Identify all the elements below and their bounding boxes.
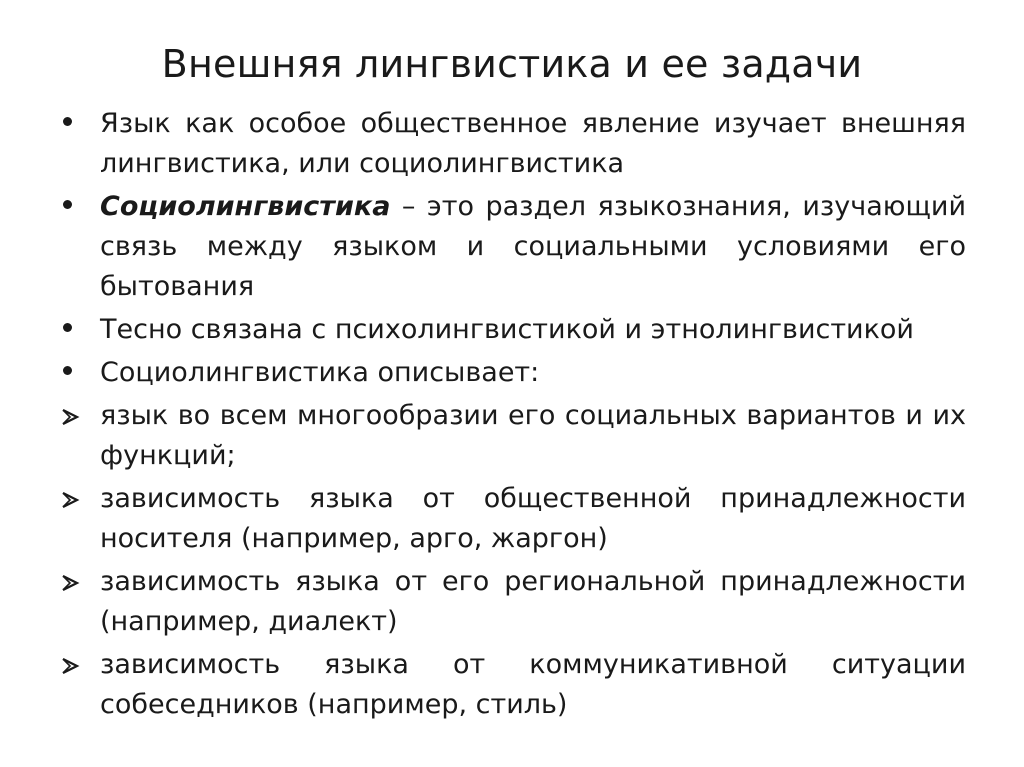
list-item <box>60 396 966 476</box>
list-item <box>60 104 966 184</box>
list-item-text: язык во всем многообразии его социальных вариантов и их функций; <box>100 400 966 471</box>
list-item-text: Язык как особое общественное явление изучает внешняя лингвистика, или социолингвистика <box>100 108 966 179</box>
slide-title: Внешняя лингвистика и ее задачи <box>161 42 863 86</box>
arrow-bullet-icon <box>60 396 94 436</box>
list-item-text: зависимость языка от общественной принадлежности носителя (например, арго, жаргон) <box>100 483 966 554</box>
bullet-list <box>60 104 966 728</box>
list-item <box>60 310 966 350</box>
list-item-text: – это раздел языкознания, изучающий связь между языком и социальными условиями его бытования <box>100 191 966 302</box>
term-sociolinguistics: Социолингвистика <box>100 191 391 222</box>
list-item <box>60 562 966 642</box>
list-item <box>60 479 966 559</box>
bullet-icon <box>60 353 94 393</box>
bullet-icon <box>60 310 94 350</box>
list-item <box>60 187 966 307</box>
list-item-text: зависимость языка от коммуникативной ситуации собеседников (например, стиль) <box>100 649 966 720</box>
arrow-bullet-icon <box>60 562 94 602</box>
list-item <box>60 645 966 725</box>
list-item-text: Социолингвистика описывает: <box>100 357 540 388</box>
list-item <box>60 353 966 393</box>
arrow-bullet-icon <box>60 479 94 519</box>
bullet-icon <box>60 104 94 144</box>
list-item-text: Тесно связана с психолингвистикой и этнолингвистикой <box>100 314 914 345</box>
bullet-icon <box>60 187 94 227</box>
arrow-bullet-icon <box>60 645 94 685</box>
list-item-text: зависимость языка от его региональной принадлежности (например, диалект) <box>100 566 966 637</box>
